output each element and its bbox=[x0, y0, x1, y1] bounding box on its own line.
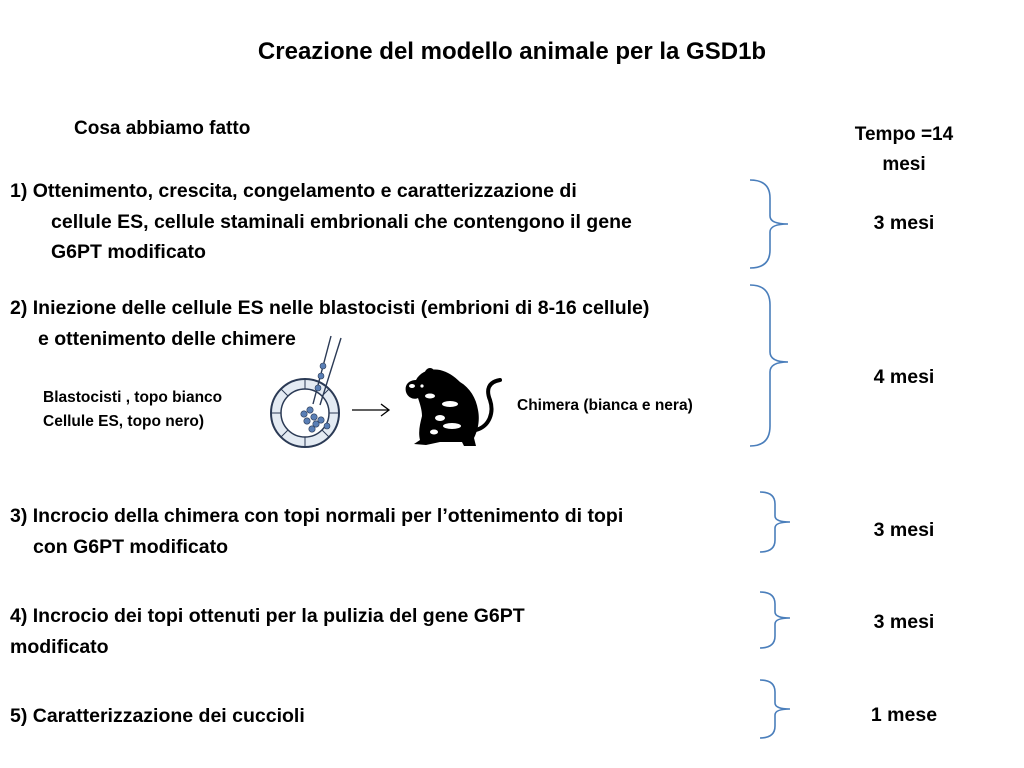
time-header: Tempo =14 mesi bbox=[854, 124, 954, 175]
step-3-line-2: con G6PT modificato bbox=[33, 535, 229, 558]
step-4-line-2: modificato bbox=[10, 635, 109, 658]
step-1-duration: 3 mesi bbox=[873, 212, 935, 234]
arrow-right-icon bbox=[352, 404, 389, 416]
bracket-step-5 bbox=[760, 680, 790, 738]
step-5-line-1: 5) Caratterizzazione dei cuccioli bbox=[10, 705, 305, 727]
bracket-step-1 bbox=[750, 180, 788, 268]
chimera-label: Chimera (bianca e nera) bbox=[517, 397, 693, 414]
subheading: Cosa abbiamo fatto bbox=[74, 118, 251, 139]
bracket-step-4 bbox=[760, 592, 790, 648]
step-3-line-1: 3) Incrocio della chimera con topi normali per l’ottenimento di topi bbox=[10, 505, 624, 527]
step-3-duration: 3 mesi bbox=[873, 519, 935, 541]
bracket-group bbox=[750, 180, 790, 738]
page-title: Creazione del modello animale per la GSD1b bbox=[257, 38, 767, 65]
step-2-line-2: e ottenimento delle chimere bbox=[38, 327, 296, 350]
step-2-duration: 4 mesi bbox=[873, 366, 935, 388]
step-1-line-2: cellule ES, cellule staminali embrionali che contengono il gene bbox=[51, 210, 632, 233]
blastocyst-icon bbox=[271, 336, 341, 447]
step-1-line-1: 1) Ottenimento, crescita, congelamento e caratterizzazione di bbox=[10, 180, 577, 202]
legend-line-1: Blastocisti , topo bianco bbox=[43, 389, 223, 406]
step-4-duration: 3 mesi bbox=[873, 611, 935, 633]
step-2-line-1: 2) Iniezione delle cellule ES nelle blastocisti (embrioni di 8-16 cellule) bbox=[10, 297, 650, 319]
step-5-duration: 1 mese bbox=[870, 704, 938, 726]
legend-line-2: Cellule ES, topo nero) bbox=[43, 413, 205, 430]
mouse-icon bbox=[406, 368, 500, 446]
step-4-line-1: 4) Incrocio dei topi ottenuti per la pulizia del gene G6PT bbox=[10, 605, 525, 627]
step-1-line-3: G6PT modificato bbox=[51, 241, 206, 263]
bracket-step-3 bbox=[760, 492, 790, 552]
bracket-step-2 bbox=[750, 285, 788, 446]
